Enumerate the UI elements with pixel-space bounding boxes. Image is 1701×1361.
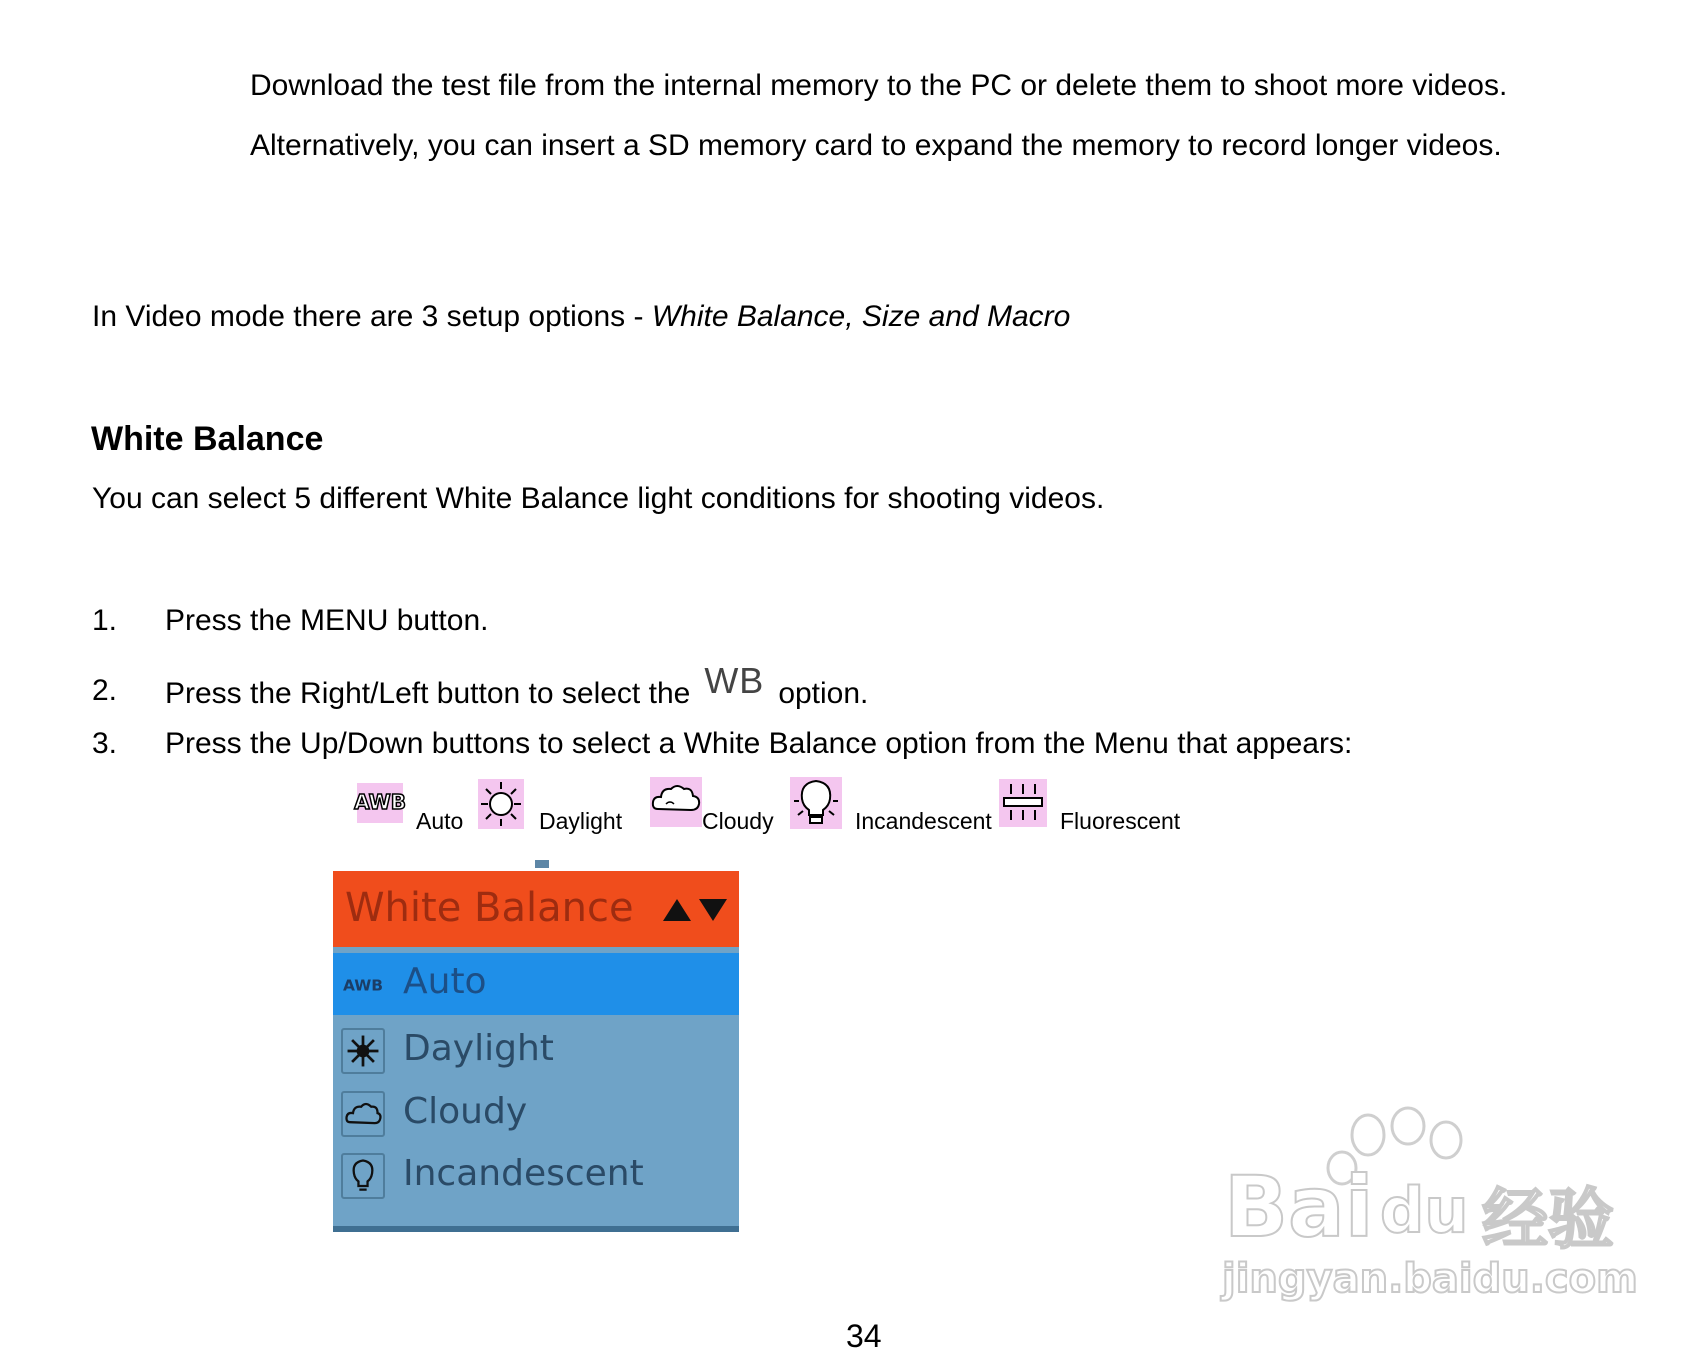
- wb-option-icon: WB: [704, 660, 765, 701]
- bulb-icon: [790, 777, 842, 829]
- white-balance-menu: [333, 871, 739, 1232]
- legend-label-incandescent: Incandescent: [855, 808, 992, 834]
- watermark-url: jingyan.baidu.com: [1222, 1256, 1638, 1302]
- menu-header: [333, 871, 739, 947]
- section-title: White Balance: [91, 420, 324, 458]
- step-number-2: 2.: [92, 674, 118, 707]
- watermark-brand: Bai: [1224, 1158, 1374, 1256]
- setup-prefix: In Video mode there are 3 setup options -: [92, 300, 652, 333]
- page-number: 34: [846, 1318, 882, 1354]
- legend-label-daylight: Daylight: [539, 808, 623, 834]
- svg-text:AWB: AWB: [354, 790, 406, 814]
- section-description: You can select 5 different White Balance light conditions for shooting videos.: [92, 482, 1105, 515]
- step-text-1: Press the MENU button.: [165, 604, 489, 637]
- menu-item-label: Cloudy: [403, 1091, 528, 1132]
- step-text-3: Press the Up/Down buttons to select a White Balance option from the Menu that appears:: [165, 727, 1353, 760]
- legend-label-cloudy: Cloudy: [702, 808, 774, 834]
- cloud-icon: [341, 1091, 385, 1137]
- sun-icon: [341, 1028, 385, 1074]
- intro-line-1: Download the test file from the internal memory to the PC or delete them to shoot more videos.: [250, 69, 1508, 102]
- step-2-after: option.: [778, 677, 869, 710]
- setup-options-line: [92, 299, 1070, 335]
- bulb-icon: [341, 1153, 385, 1199]
- intro-line-2: Alternatively, you can insert a SD memory card to expand the memory to record longer videos.: [250, 129, 1502, 162]
- menu-item-daylight[interactable]: [333, 1020, 739, 1082]
- step-number-3: 3.: [92, 727, 118, 760]
- step-2-before: Press the Right/Left button to select the: [165, 677, 691, 710]
- cloud-icon: [650, 777, 702, 827]
- menu-item-cloudy[interactable]: [333, 1083, 739, 1145]
- menu-item-label: Daylight: [403, 1028, 554, 1069]
- awb-icon: [354, 783, 406, 823]
- menu-item-label: Incandescent: [403, 1153, 644, 1194]
- fluorescent-icon: [999, 779, 1047, 827]
- step-number-1: 1.: [92, 604, 118, 637]
- awb-icon: [341, 961, 385, 1007]
- baidu-watermark: [1220, 1110, 1638, 1310]
- watermark-cn: 经验: [1482, 1181, 1614, 1258]
- menu-item-label: Auto: [403, 961, 487, 1002]
- menu-item-auto[interactable]: [333, 953, 739, 1015]
- svg-text:AWB: AWB: [342, 976, 384, 995]
- menu-bottom-edge: [333, 1226, 739, 1232]
- up-down-arrows-icon: [661, 897, 729, 928]
- step-text-2: [165, 660, 869, 712]
- watermark-brand-suffix: du: [1380, 1174, 1469, 1247]
- setup-options: White Balance, Size and Macro: [651, 300, 1071, 333]
- sun-icon: [478, 779, 524, 829]
- menu-item-incandescent[interactable]: [333, 1145, 739, 1207]
- legend-label-auto: Auto: [416, 808, 464, 834]
- legend-label-fluorescent: Fluorescent: [1060, 808, 1181, 834]
- menu-title: White Balance: [345, 885, 634, 931]
- menu-scroll-marker: [535, 860, 549, 868]
